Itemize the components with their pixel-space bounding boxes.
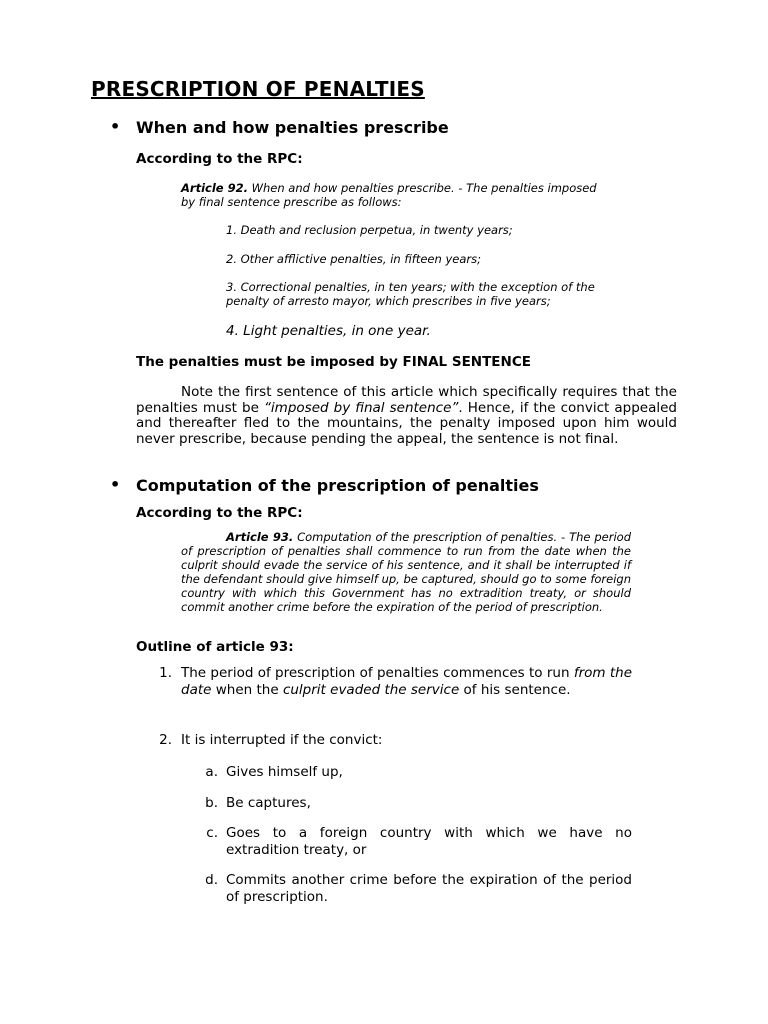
prescription-item: 4. Light penalties, in one year. xyxy=(226,323,431,339)
article-label: Article 93. xyxy=(226,530,294,544)
outline-text: The period of prescription of penalties commences to run xyxy=(181,665,574,681)
according-label: According to the RPC: xyxy=(136,151,303,167)
outline-emphasis: culprit evaded the service xyxy=(282,681,460,698)
page-title: PRESCRIPTION OF PENALTIES xyxy=(91,77,425,101)
subitem-text: Goes to a foreign country with which we have no extradition treaty, or xyxy=(226,825,632,858)
outline-item xyxy=(181,665,632,698)
outline-text: when the xyxy=(211,681,283,698)
note-text: . Hence, if the convict appealed and thereafter fled to the mountains, the penalty imposed upon him would never prescribe, because pending the appeal, the sentence is not final. xyxy=(136,399,677,447)
outline-emphasis: from the date xyxy=(181,665,632,698)
article-92 xyxy=(181,181,601,209)
subitem-letter: b. xyxy=(205,795,218,811)
section-heading: Computation of the prescription of penalties xyxy=(136,476,539,495)
note-quote: “imposed by final sentence” xyxy=(263,399,459,416)
outline-number: 2. xyxy=(159,732,172,748)
article-label: Article 92. xyxy=(181,181,248,195)
prescription-item: 3. Correctional penalties, in ten years; with the exception of the penalty of arresto mayor, which prescribes in five years; xyxy=(226,280,595,308)
note-text: Note the first sentence of this article which specifically requires that the penalties must be xyxy=(136,384,677,416)
subheading: The penalties must be imposed by FINAL SENTENCE xyxy=(136,354,531,370)
subitem-letter: c. xyxy=(206,825,218,841)
subitem-letter: a. xyxy=(205,764,218,780)
outline-item: It is interrupted if the convict: xyxy=(181,732,383,748)
bullet: • xyxy=(110,475,121,494)
bullet: • xyxy=(110,117,121,136)
article-text: When and how penalties prescribe. - The penalties imposed by final sentence prescribe as follows: xyxy=(181,181,597,209)
outline-heading: Outline of article 93: xyxy=(136,639,294,655)
article-text: Computation of the prescription of penalties. - The period of prescription of penalties shall commence to run from the date when the culprit should evade the service of his sentence, and it shall be interrupted if the defendant should give himself up, be captured, should go to some foreign country with which this Government has no extradition treaty, or should commit another crime before the expiration of the period of prescription. xyxy=(181,530,631,614)
article-93 xyxy=(181,530,631,614)
subitem-text: Gives himself up, xyxy=(226,764,343,780)
subitem-letter: d. xyxy=(205,872,218,888)
prescription-item: 1. Death and reclusion perpetua, in twenty years; xyxy=(226,223,513,237)
subitem-text: Commits another crime before the expiration of the period of prescription. xyxy=(226,872,632,905)
note-paragraph xyxy=(136,385,677,447)
outline-text: of his sentence. xyxy=(459,681,571,698)
according-label: According to the RPC: xyxy=(136,505,303,521)
prescription-item: 2. Other afflictive penalties, in fifteen years; xyxy=(226,252,481,266)
outline-number: 1. xyxy=(159,665,172,681)
subitem-text: Be captures, xyxy=(226,795,311,811)
section-heading: When and how penalties prescribe xyxy=(136,118,449,137)
